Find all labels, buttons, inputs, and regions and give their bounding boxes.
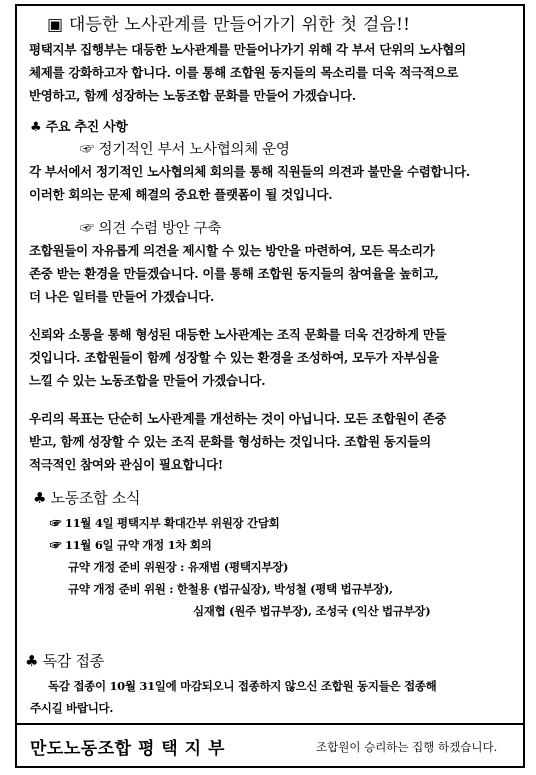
item2-heading: ☞ 의견 수렴 방안 구축: [80, 221, 222, 237]
para3-line-3: 느낄 수 있는 노동조합을 만들어 가겠습니다.: [29, 373, 266, 388]
flu-line-1: 독감 접종이 10월 31일에 마감되오니 접종하지 않으신 조합원 동지들은 접종해: [48, 679, 437, 693]
intro-line-1: 평택지부 집행부는 대등한 노사관계를 만들어나가기 위해 각 부서 단위의 노사협의: [29, 42, 466, 57]
intro-line-3: 반영하고, 함께 성장하는 노동조합 문화를 만들어 가겠습니다.: [29, 88, 356, 103]
item1-heading: ☞ 정기적인 부서 노사협의체 운영: [80, 142, 290, 158]
para4-line-1: 우리의 목표는 단순히 노사관계를 개선하는 것이 아닙니다. 모든 조합원이 존중: [29, 411, 447, 426]
item2-line-3: 더 나은 일터를 만들어 가겠습니다.: [29, 289, 215, 304]
item1-line-2: 이러한 회의는 문제 해결의 중요한 플랫폼이 될 것입니다.: [29, 187, 333, 202]
para4-line-2: 받고, 함께 성장할 수 있는 조직 문화를 형성하는 것입니다. 조합원 동지들의: [29, 434, 431, 449]
para3-line-2: 것입니다. 조합원들이 함께 성장할 수 있는 환경을 조성하여, 모두가 자부심을: [29, 350, 439, 365]
flu-line-2: 주시길 바랍니다.: [30, 701, 114, 715]
news-detail-3: 심재협 (원주 법규부장), 조성국 (익산 법규부장): [193, 604, 431, 618]
page-title: ▣ 대등한 노사관계를 만들어가기 위한 첫 걸음!!: [47, 15, 411, 35]
footer-title: 만도노동조합 평 택 지 부: [30, 739, 225, 759]
item1-line-1: 각 부서에서 정기적인 노사협의체 회의를 통해 직원들의 의견과 불만을 수렴합니다.: [29, 164, 470, 179]
item2-line-1: 조합원들이 자유롭게 의견을 제시할 수 있는 방안을 마련하여, 모든 목소리가: [29, 243, 435, 258]
intro-line-2: 체제를 강화하고자 합니다. 이를 통해 조합원 동지들의 목소리를 더욱 적극적으로: [29, 65, 459, 80]
flu-heading: ♣ 독감 접종: [25, 652, 104, 670]
news-detail-1: 규약 개정 준비 위원장 : 유재범 (평택지부장): [68, 560, 289, 574]
key-items-heading: ♣ 주요 추진 사항: [30, 120, 128, 135]
para3-line-1: 신뢰와 소통을 통해 형성된 대등한 노사관계는 조직 문화를 더욱 건강하게 만들: [29, 327, 447, 342]
item2-line-2: 존중 받는 환경을 만들겠습니다. 이를 통해 조합원 동지들의 참여율을 높히고,: [29, 266, 439, 281]
news-item-1: ☞ 11월 4일 평택지부 확대간부 위원장 간담회: [50, 516, 280, 530]
para4-line-3: 적극적인 참여와 관심이 필요합니다!: [29, 457, 223, 472]
footer-divider: [15, 723, 525, 725]
news-heading: ♣ 노동조합 소식: [33, 489, 141, 507]
news-item-2: ☞ 11월 6일 규약 개정 1차 회의: [50, 538, 212, 552]
footer-slogan: 조합원이 승리하는 집행 하겠습니다.: [316, 740, 498, 754]
news-detail-2: 규약 개정 준비 위원 : 한철용 (법규실장), 박성철 (평택 법규부장),: [68, 582, 393, 596]
